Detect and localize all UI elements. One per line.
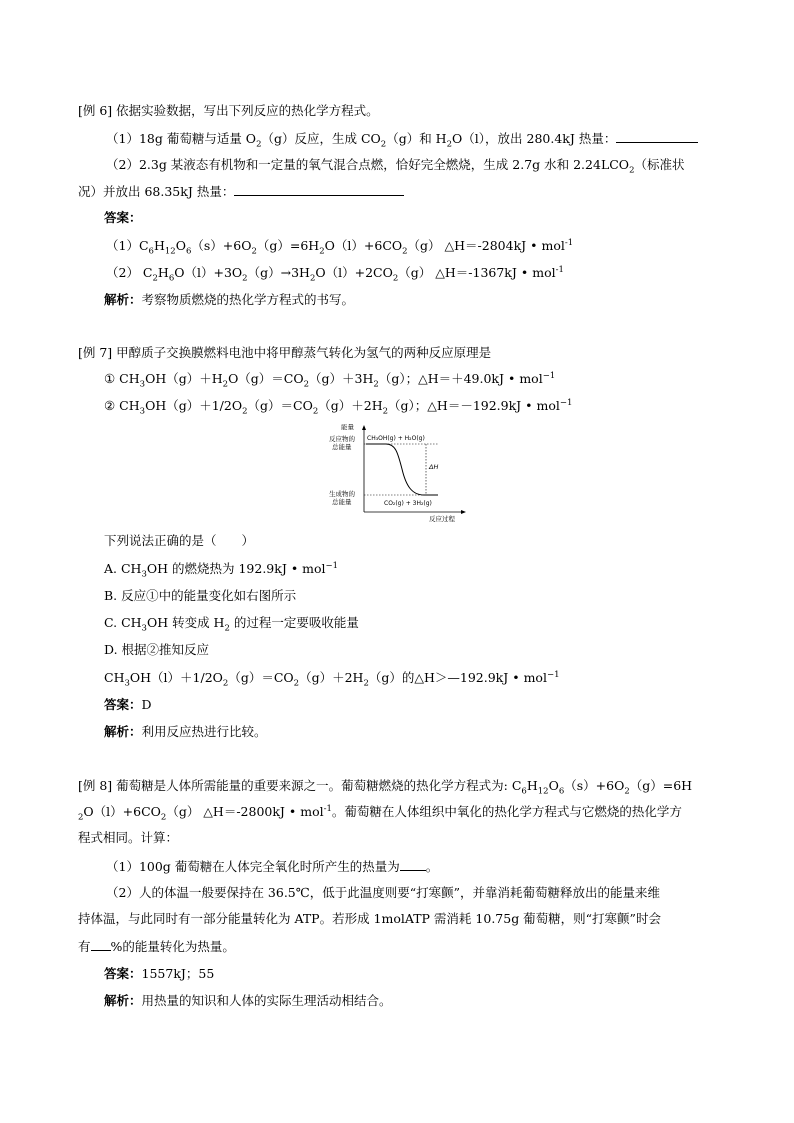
product-formula: CO₂(g) + 3H₂(g) xyxy=(384,500,432,507)
answer-blank[interactable] xyxy=(234,183,404,196)
energy-diagram xyxy=(326,424,468,524)
ex6-answer-label: 答案： xyxy=(104,210,142,225)
delta-h-label: ΔH xyxy=(429,463,439,471)
ex6-equation-1: $(1)C_6H_{12}O_6(s)+6O_2(g)=6H_2O(l)+6CO_2(g)$ △H＝-2804kJ • mol$^{-1}$ xyxy=(106,237,574,257)
y-axis-arrow xyxy=(362,425,366,430)
reactant-label-line-2: 总能量 xyxy=(332,443,352,451)
ex8-line-2: $_2O(l)+6CO_2(g)$ △H＝-2800kJ • mol$^{-1}$。葡萄糖在人体组织中氧化的热化学方程式与它燃烧的热化学方 xyxy=(78,803,682,823)
reaction-progress-label: 反应过程 xyxy=(429,515,455,523)
ex8-answer: 答案：1557kJ；55 xyxy=(104,966,215,981)
ex6-question-2: （2）2.3g 某液态有机物和一定量的氧气混合点燃，恰好完全燃烧，生成 2.7g 水和 $2.24LCO_2$（标准状 xyxy=(106,157,685,176)
option-a[interactable]: A. $CH_3OH$ 的燃烧热为 192.9kJ • mol$^{-1}$ xyxy=(104,560,339,580)
ex8-question-1: （1）100g 葡萄糖在人体完全氧化时所产生的热量为 。 xyxy=(106,859,439,874)
ex8-line-1: [例 8] 葡萄糖是人体所需能量的重要来源之一。葡萄糖燃烧的热化学方程式为: $C_6H_{12}O_6(s)+6O_2(g)=6H$ xyxy=(78,778,693,797)
ex6-question-2-cont: 况）并放出 68.35kJ 热量： xyxy=(78,183,404,200)
answer-blank[interactable] xyxy=(400,858,426,871)
option-c[interactable]: C. $CH_3OH$ 转变成 $H_2$ 的过程一定要吸收能量 xyxy=(104,615,359,634)
ex7-question: 下列说法正确的是（ ） xyxy=(104,533,255,548)
energy-curve xyxy=(366,444,438,495)
answer-blank[interactable] xyxy=(616,130,698,143)
option-d-equation: $CH_3OH(l)+1/2O_2(g)=CO_2(g)+2H_2(g)$的△H＞—192.9kJ • mol$^{-1}$ xyxy=(104,669,560,689)
x-axis-arrow xyxy=(461,510,466,514)
option-b[interactable]: B. 反应①中的能量变化如右图所示 xyxy=(104,588,297,603)
arrow-icon: → xyxy=(280,265,292,280)
ex8-question-2-cont: 持体温，与此同时有一部分能量转化为 ATP。若形成 1molATP 需消耗 10.75g 葡萄糖，则“打寒颤”时会 xyxy=(78,911,661,926)
ex8-analysis: 解析：用热量的知识和人体的实际生理活动相结合。 xyxy=(104,993,392,1008)
ex7-analysis: 解析：利用反应热进行比较。 xyxy=(104,724,267,739)
ex7-answer: 答案：D xyxy=(104,697,152,712)
ex6-equation-2: （2） $C_2H_6O(l)+3O_2(g)\to 3H_2O(l)+2CO_2(g)$ △H＝-1367kJ • mol$^{-1}$ xyxy=(106,264,564,284)
ex6-question-1: （1）18g 葡萄糖与适量 $O_2(g)$反应，生成 $CO_2(g)$和 $H_2O(l)$，放出 280.4kJ 热量： xyxy=(106,130,698,147)
ex6-header: [例 6] 依据实验数据，写出下列反应的热化学方程式。 xyxy=(78,103,379,118)
energy-axis-label: 能量 xyxy=(341,424,354,431)
ex7-reaction-2: ② $CH_3OH(g)+1/2O_2(g)=CO_2(g)+2H_2(g)$；△H＝－192.9kJ • mol$^{-1}$ xyxy=(104,397,573,417)
ex6-analysis: 解析：考察物质燃烧的热化学方程式的书写。 xyxy=(104,292,355,307)
product-label-line-2: 总能量 xyxy=(332,498,352,506)
ex7-reaction-1: ① $CH_3OH(g)+H_2O(g)=CO_2(g)+3H_2(g)$；△H＝＋49.0kJ • mol$^{-1}$ xyxy=(104,370,556,390)
answer-blank[interactable] xyxy=(91,938,111,951)
reactant-label-line-1: 反应物的 xyxy=(329,435,355,443)
ex8-line-3: 程式相同。计算： xyxy=(78,830,179,845)
reactant-formula: CH₃OH(g) + H₂O(g) xyxy=(367,435,425,442)
ex8-question-2: （2）人的体温一般要保持在 36.5℃，低于此温度则要“打寒颤”，并靠消耗葡萄糖释放出的能量来维 xyxy=(106,885,661,900)
ex8-question-2-end: 有 %的能量转化为热量。 xyxy=(78,939,235,954)
product-label-line-1: 生成物的 xyxy=(329,490,355,498)
option-d[interactable]: D. 根据②推知反应 xyxy=(104,642,210,657)
ex7-header: [例 7] 甲醇质子交换膜燃料电池中将甲醇蒸气转化为氢气的两种反应原理是 xyxy=(78,345,492,360)
